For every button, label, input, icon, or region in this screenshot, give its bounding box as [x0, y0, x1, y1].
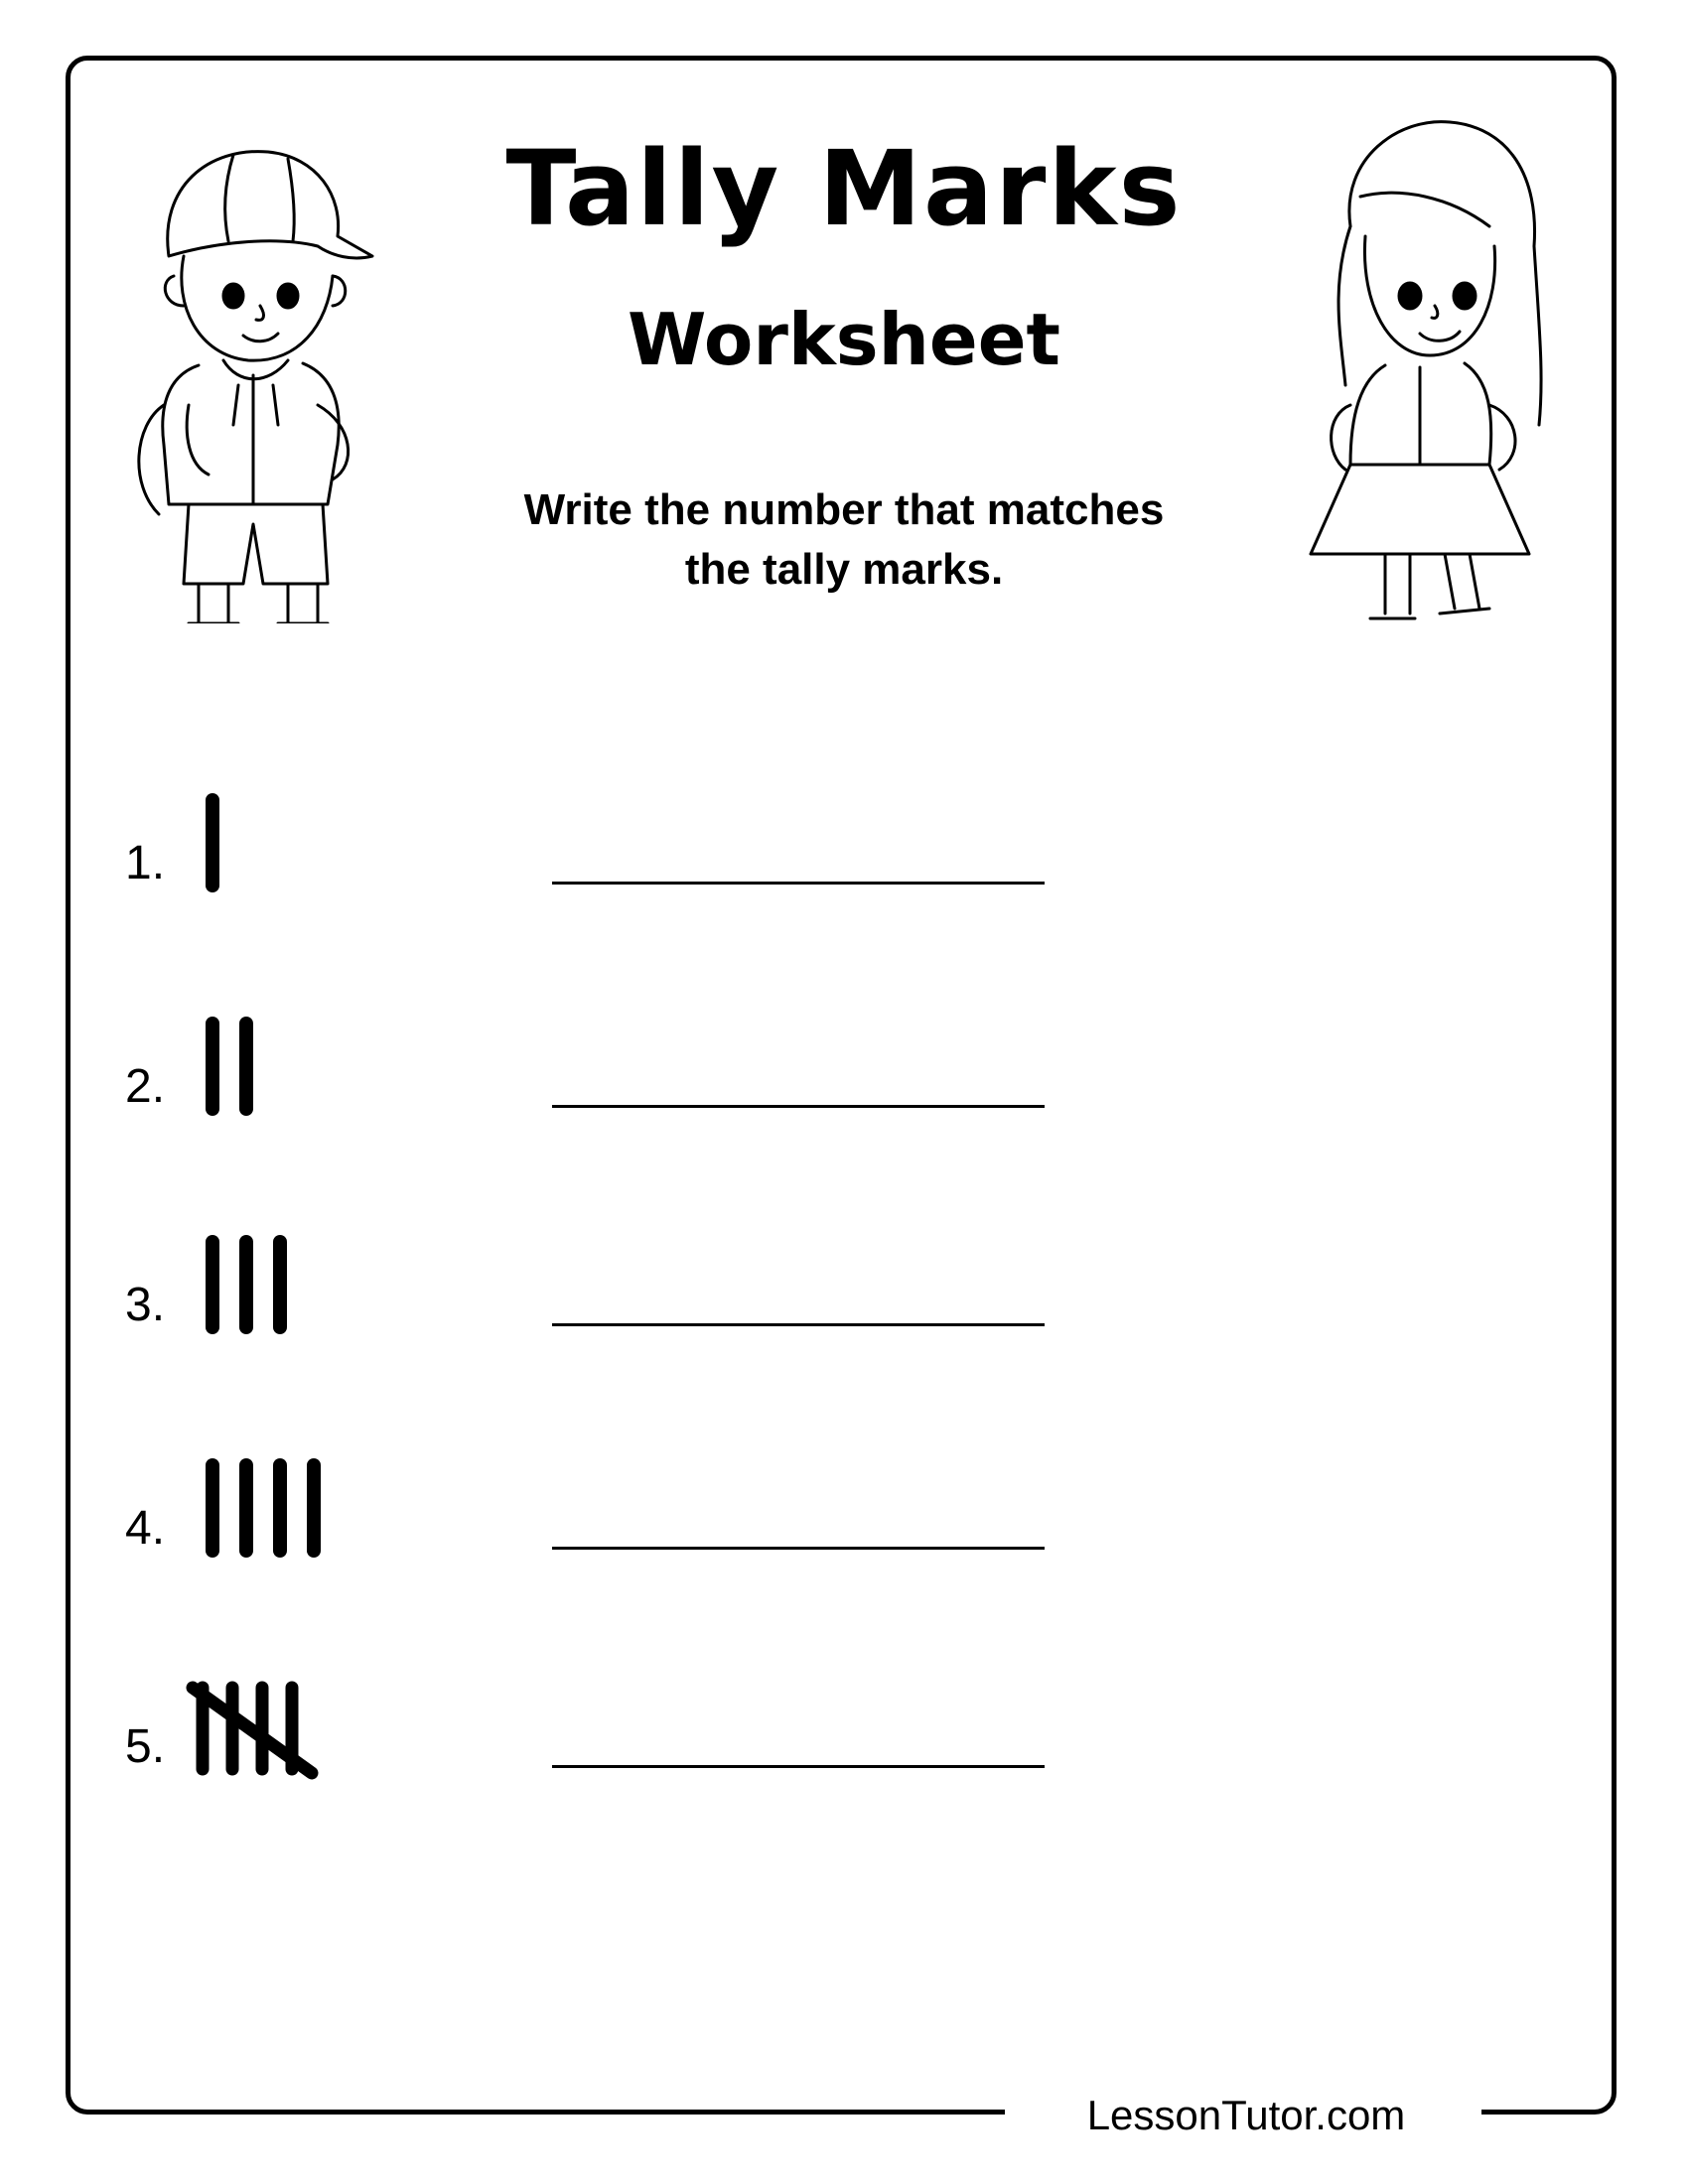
- page-title: Tally Marks: [505, 128, 1183, 249]
- answer-line[interactable]: [552, 882, 1045, 885]
- page-subtitle: Worksheet: [628, 298, 1060, 381]
- tally-marks-2: [197, 1014, 316, 1123]
- question-3: [0, 1226, 1688, 1365]
- question-2: [0, 1008, 1688, 1147]
- tally-marks-1: [197, 790, 316, 899]
- tally-marks-5: [185, 1674, 334, 1783]
- instructions: [417, 480, 1271, 600]
- instructions-line-1: Write the number that matches: [523, 485, 1165, 534]
- instructions-line-2: the tally marks.: [684, 545, 1004, 594]
- boy-with-backpack-illustration: [129, 107, 387, 623]
- answer-line[interactable]: [552, 1105, 1045, 1108]
- question-1: [0, 784, 1688, 923]
- girl-with-backpack-illustration: [1291, 107, 1559, 633]
- question-number: 4.: [125, 1502, 166, 1555]
- tally-marks-4: [197, 1455, 355, 1565]
- tally-marks-3: [197, 1232, 336, 1341]
- question-number: 1.: [125, 837, 166, 889]
- answer-line[interactable]: [552, 1323, 1045, 1326]
- footer-site: LessonTutor.com: [1086, 2092, 1406, 2138]
- question-4: [0, 1449, 1688, 1588]
- question-number: 5.: [125, 1720, 166, 1773]
- answer-line[interactable]: [552, 1765, 1045, 1768]
- question-5: [0, 1668, 1688, 1807]
- question-number: 3.: [125, 1279, 166, 1331]
- question-number: 2.: [125, 1060, 166, 1113]
- answer-line[interactable]: [552, 1547, 1045, 1550]
